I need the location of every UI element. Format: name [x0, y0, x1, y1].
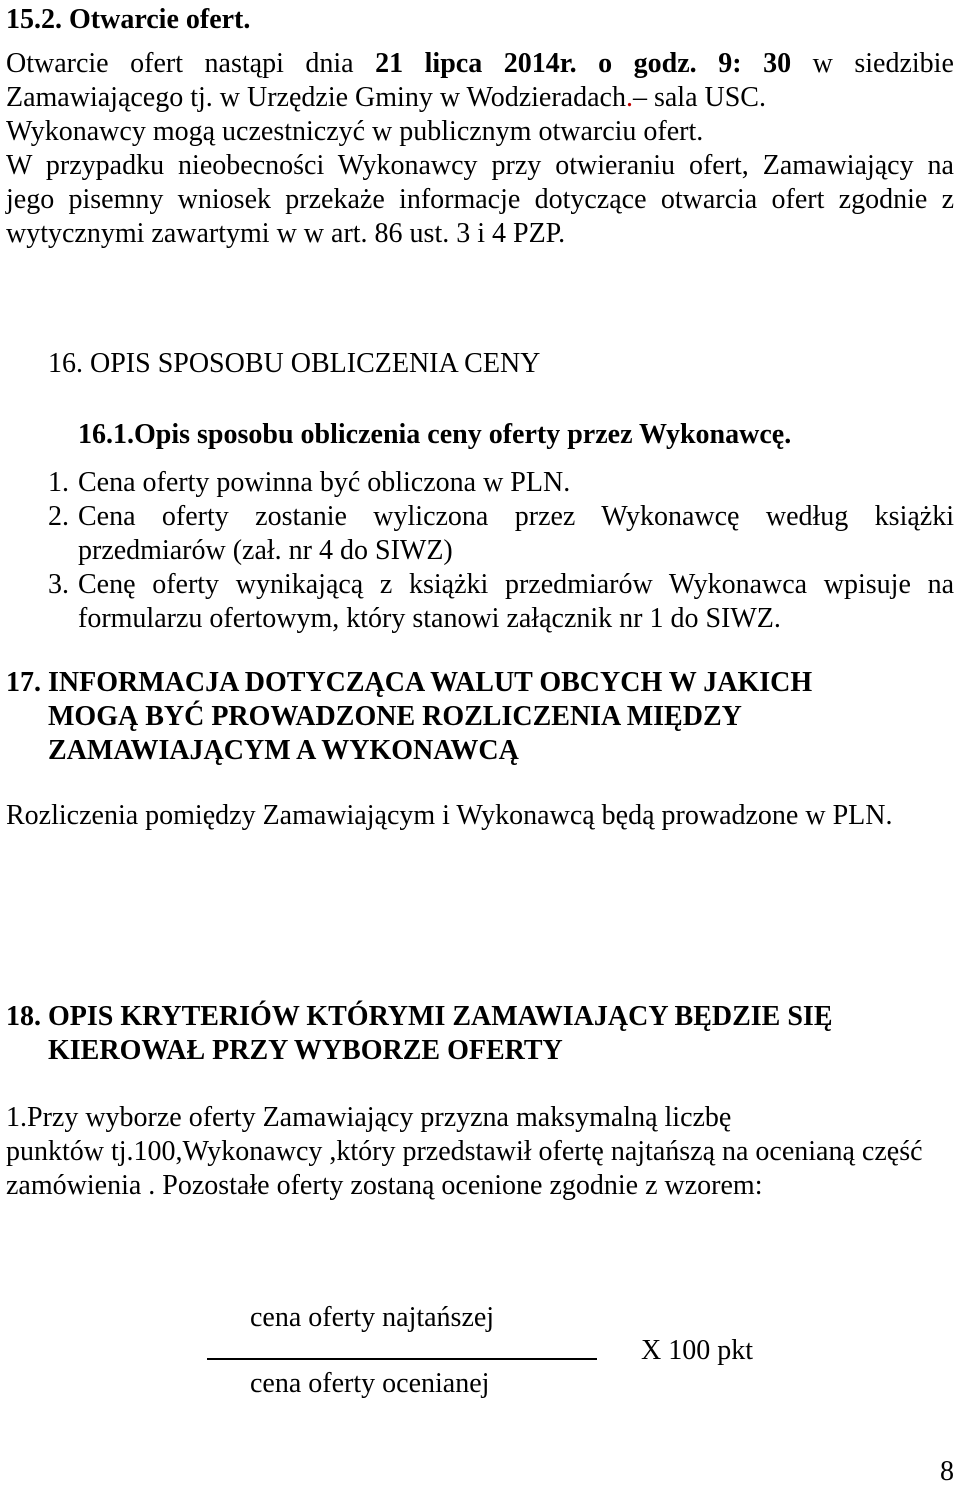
date-day: 21: [375, 48, 404, 79]
section-17-number: 17.: [6, 667, 41, 698]
formula-denominator: cena oferty ocenianej: [250, 1368, 490, 1399]
item-text-continued: przedmiarów (zał. nr 4 do SIWZ): [78, 535, 453, 566]
section-16-heading: 16. OPIS SPOSOBU OBLICZENIA CENY: [48, 348, 541, 379]
item-text: Cenę oferty wynikającą z książki przedmiarów Wykonawca wpisuje na: [78, 569, 954, 600]
participation-line: Wykonawcy mogą uczestniczyć w publicznym otwarciu ofert.: [6, 116, 704, 147]
item-text-continued: formularzu ofertowym, który stanowi załącznik nr 1 do SIWZ.: [78, 603, 781, 634]
formula-numerator: cena oferty najtańszej: [250, 1302, 495, 1333]
absence-paragraph-line-1: W przypadku nieobecności Wykonawcy przy otwieraniu ofert, Zamawiający na: [6, 150, 954, 181]
absence-paragraph-line-3: wytycznymi zawartymi w w art. 86 ust. 3 i 4 PZP.: [6, 218, 566, 249]
item-text: Cena oferty zostanie wyliczona przez Wykonawcę według książki: [78, 501, 954, 532]
formula-multiplier: X 100 pkt: [641, 1335, 753, 1366]
time-label: godz.: [633, 48, 697, 79]
criteria-paragraph-line-1: 1.Przy wyborze oferty Zamawiający przyzna maksymalną liczbę: [6, 1102, 732, 1133]
word: w: [812, 48, 833, 79]
section-15-2-heading: 15.2. Otwarcie ofert.: [6, 4, 251, 35]
opening-location-line: [6, 81, 766, 115]
word: nastąpi: [204, 48, 284, 79]
section-17-heading-line-1: INFORMACJA DOTYCZĄCA WALUT OBCYCH W JAKICH: [48, 667, 813, 698]
red-dot: .: [625, 82, 633, 113]
word: ofert: [130, 48, 183, 79]
location-text: Zamawiającego tj. w Urzędzie Gminy w Wodzieradach: [6, 82, 626, 113]
word: o: [598, 48, 613, 79]
section-16-1-heading: 16.1.Opis sposobu obliczenia ceny oferty przez Wykonawcę.: [78, 419, 792, 450]
section-18-number: 18.: [6, 1001, 41, 1032]
section-17-heading-line-3: ZAMAWIAJĄCYM A WYKONAWCĄ: [48, 735, 519, 766]
fraction-bar: [207, 1358, 597, 1360]
criteria-paragraph-line-3: zamówienia . Pozostałe oferty zostaną ocenione zgodnie z wzorem:: [6, 1170, 763, 1201]
date-month: lipca: [424, 48, 483, 79]
page-number: 8: [940, 1456, 954, 1487]
section-17-heading-line-2: MOGĄ BYĆ PROWADZONE ROZLICZENIA MIĘDZY: [48, 701, 742, 732]
criteria-paragraph-line-2: punktów tj.100,Wykonawcy ,który przedstawił ofertę najtańszą na ocenianą część: [6, 1136, 923, 1167]
item-number: 1.: [48, 467, 69, 498]
section-18-heading-line-2: KIEROWAŁ PRZY WYBORZE OFERTY: [48, 1035, 563, 1066]
location-room: – sala USC.: [632, 82, 766, 113]
time-minute: 30: [763, 48, 792, 79]
date-year: 2014r.: [503, 48, 577, 79]
word: dnia: [305, 48, 354, 79]
word: Otwarcie: [6, 48, 109, 79]
currency-statement: Rozliczenia pomiędzy Zamawiającym i Wykonawcą będą prowadzone w PLN.: [6, 800, 893, 831]
item-number: 3.: [48, 569, 69, 600]
section-18-heading-line-1: OPIS KRYTERIÓW KTÓRYMI ZAMAWIAJĄCY BĘDZIE SIĘ: [48, 1001, 833, 1032]
item-number: 2.: [48, 501, 69, 532]
opening-date-line: [6, 47, 954, 81]
item-text: Cena oferty powinna być obliczona w PLN.: [78, 467, 571, 498]
word: siedzibie: [854, 48, 954, 79]
time-hour: 9:: [718, 48, 742, 79]
absence-paragraph-line-2: jego pisemny wniosek przekaże informacje dotyczące otwarcia ofert zgodnie z: [6, 184, 954, 215]
